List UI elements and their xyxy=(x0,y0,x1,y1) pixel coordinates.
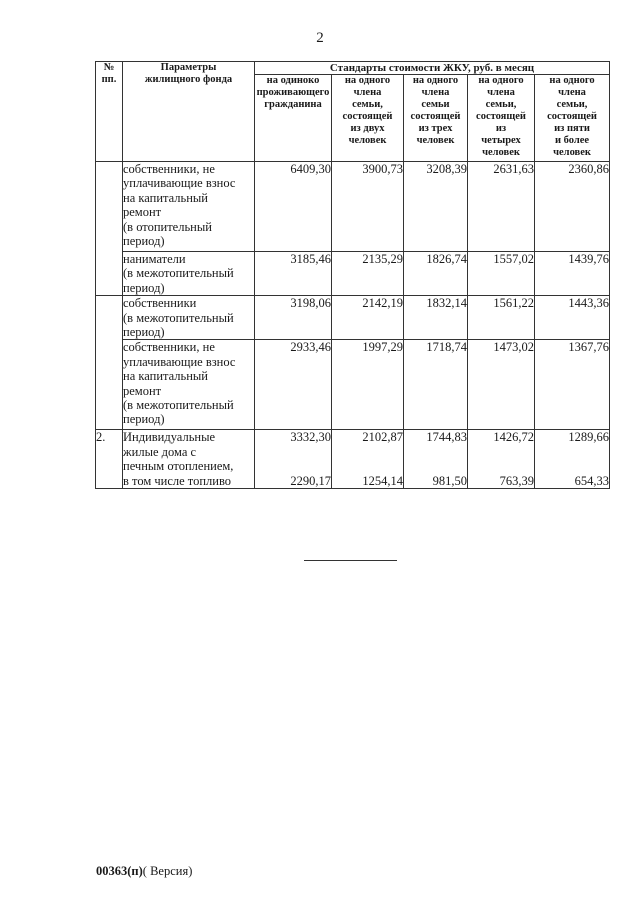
cell-value-fuel: 654,33 xyxy=(574,473,610,488)
header-single-resident xyxy=(255,75,332,162)
cell-value: 2102,87 xyxy=(362,430,403,445)
row-parameter-label: наниматели (в межотопительный период) xyxy=(123,252,234,295)
header-standards xyxy=(255,62,610,75)
table-row xyxy=(96,252,610,296)
header-parameters xyxy=(123,62,255,162)
row-parameter xyxy=(123,296,255,340)
header-sub-label: на одиноко проживающего гражданина xyxy=(256,75,330,110)
header-sub-label: на одного члена семьи, состоящей из двух человек xyxy=(342,75,393,146)
header-family-of-five-plus xyxy=(535,75,610,162)
table-row xyxy=(96,340,610,430)
cell-value: 1718,74 xyxy=(404,340,468,430)
cell-value: 1439,76 xyxy=(535,252,610,296)
cell-value: 3332,30 xyxy=(290,430,331,445)
header-number xyxy=(96,62,123,162)
row-index-label: 2. xyxy=(96,430,106,445)
cell-value: 3900,73 xyxy=(332,162,404,252)
row-parameter xyxy=(123,430,255,489)
row-index xyxy=(96,296,123,430)
header-sub-label: на одного члена семьи, состоящей из четырех человек xyxy=(476,75,526,158)
row-parameter-label: Индивидуальные жилые дома с печным отоплением, в том числе топливо xyxy=(123,430,234,488)
document-code xyxy=(96,864,192,879)
cell-value: 6409,30 xyxy=(255,162,332,252)
header-standards-label: Стандарты стоимости ЖКУ, руб. в месяц xyxy=(329,62,535,74)
cell-value: 1832,14 xyxy=(404,296,468,340)
cell-value-pair xyxy=(468,430,535,489)
cell-value: 2360,86 xyxy=(535,162,610,252)
cell-value: 2142,19 xyxy=(332,296,404,340)
header-parameters-label: Параметры жилищного фонда xyxy=(144,62,233,85)
cell-value-fuel: 981,50 xyxy=(432,473,467,488)
cell-value: 1997,29 xyxy=(332,340,404,430)
row-parameter-label: собственники, не уплачивающие взнос на капитальный ремонт (в отопительный период) xyxy=(123,162,236,249)
document-code-number: 00363(п) xyxy=(96,864,143,878)
footnote-separator xyxy=(304,560,397,561)
cell-value: 1473,02 xyxy=(468,340,535,430)
cell-value: 1367,76 xyxy=(535,340,610,430)
cell-value-fuel: 2290,17 xyxy=(290,473,331,488)
cell-value: 1426,72 xyxy=(493,430,534,445)
cell-value: 2631,63 xyxy=(468,162,535,252)
cell-value-pair xyxy=(535,430,610,489)
cell-value: 3208,39 xyxy=(404,162,468,252)
header-family-of-four xyxy=(468,75,535,162)
header-sub-label: на одного члена семьи состоящей из трех человек xyxy=(410,75,461,146)
table-row xyxy=(96,162,610,252)
header-family-of-two xyxy=(332,75,404,162)
cell-value: 1826,74 xyxy=(404,252,468,296)
header-family-of-three xyxy=(404,75,468,162)
cell-value-fuel: 1254,14 xyxy=(362,473,403,488)
row-parameter xyxy=(123,252,255,296)
cell-value: 2933,46 xyxy=(255,340,332,430)
cell-value: 1557,02 xyxy=(468,252,535,296)
row-parameter-label: собственники (в межотопительный период) xyxy=(123,296,234,340)
table-row xyxy=(96,430,610,489)
cell-value-pair xyxy=(255,430,332,489)
row-index xyxy=(96,162,123,296)
cell-value: 3185,46 xyxy=(255,252,332,296)
header-number-label: № пп. xyxy=(101,62,117,85)
cell-value-fuel: 763,39 xyxy=(499,473,534,488)
document-version: ( Версия) xyxy=(142,864,193,878)
cell-value: 1744,83 xyxy=(426,430,467,445)
cell-value: 3198,06 xyxy=(255,296,332,340)
housing-cost-standards-table xyxy=(95,61,610,489)
header-sub-label: на одного члена семьи, состоящей из пяти и более человек xyxy=(547,75,597,158)
row-parameter-label: собственники, не уплачивающие взнос на капитальный ремонт (в межотопительный период) xyxy=(123,340,236,427)
cell-value-pair xyxy=(404,430,468,489)
table-row xyxy=(96,296,610,340)
cell-value: 2135,29 xyxy=(332,252,404,296)
page-number: 2 xyxy=(316,30,324,46)
cell-value-pair xyxy=(332,430,404,489)
cell-value: 1561,22 xyxy=(468,296,535,340)
cell-value: 1443,36 xyxy=(535,296,610,340)
row-parameter xyxy=(123,162,255,252)
row-index xyxy=(96,430,123,489)
row-parameter xyxy=(123,340,255,430)
cell-value: 1289,66 xyxy=(568,430,610,445)
